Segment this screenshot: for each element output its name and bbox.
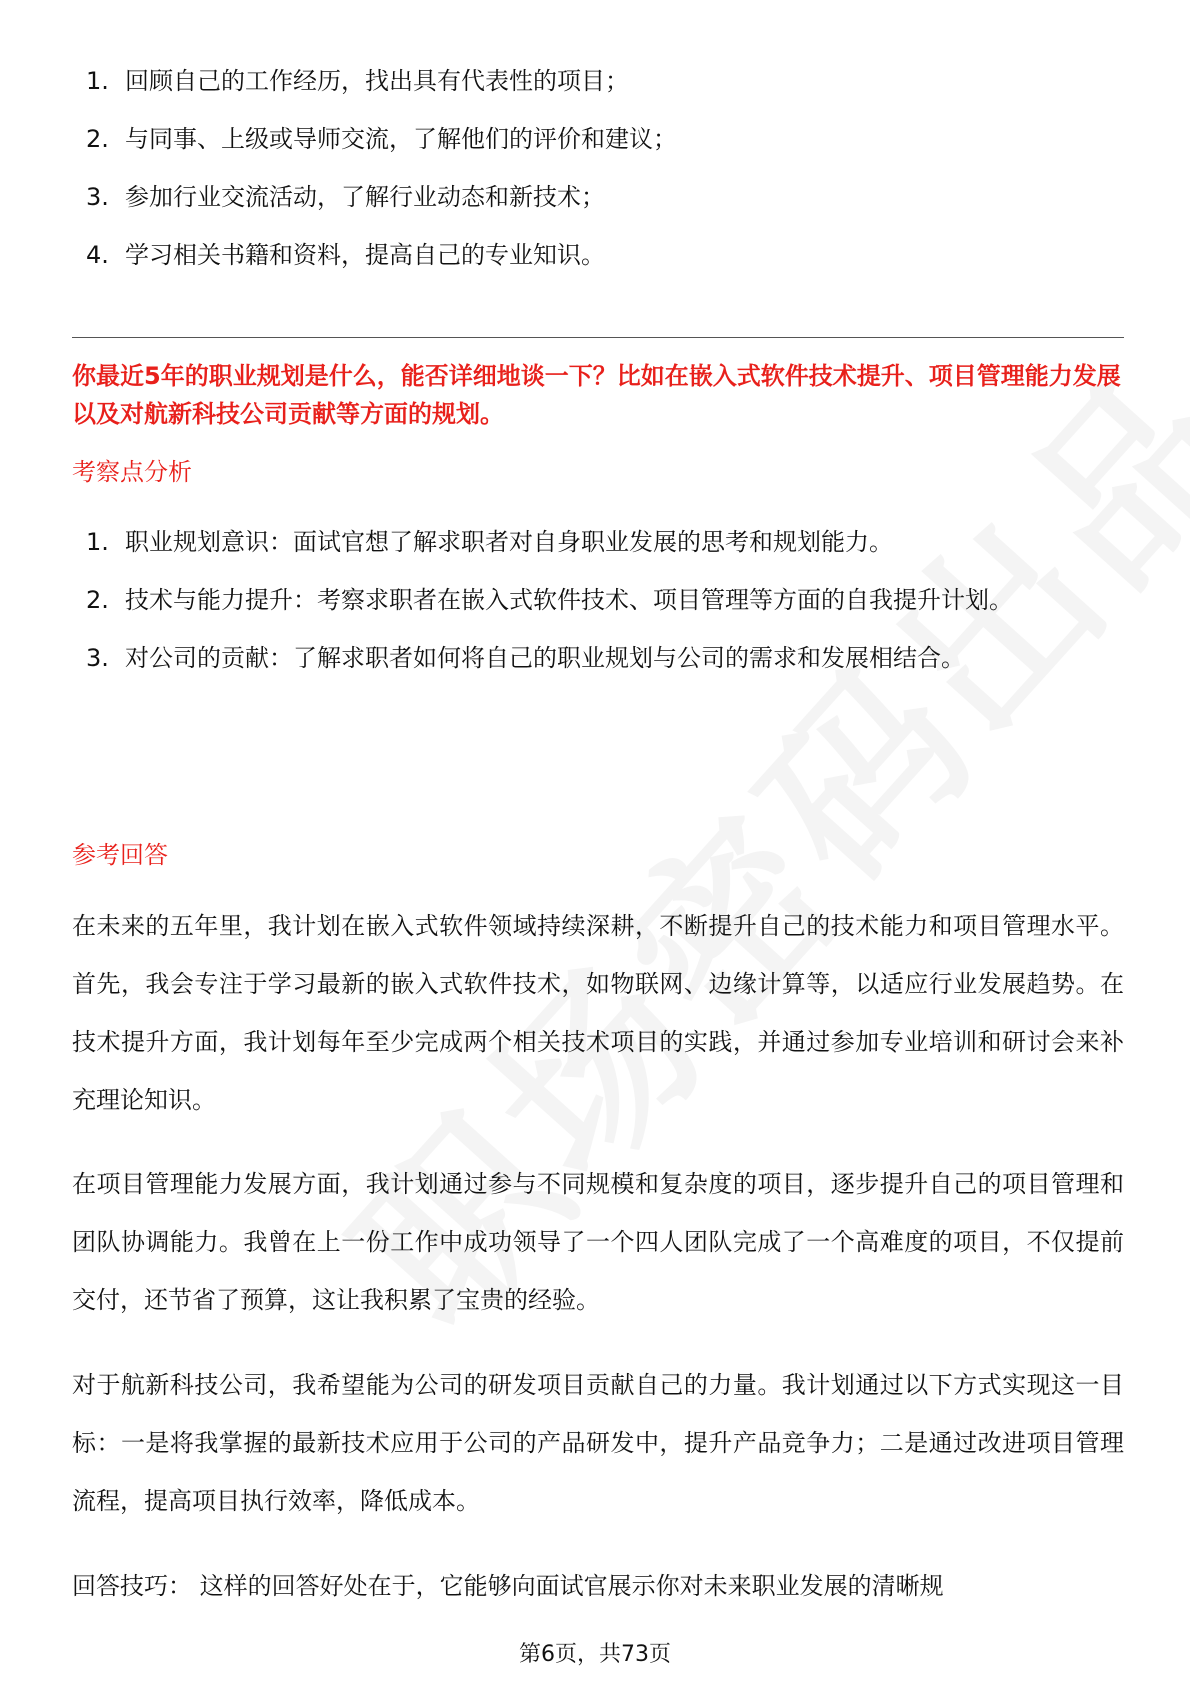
list-number: 4. <box>86 241 109 269</box>
list-item <box>72 513 1122 571</box>
answer-paragraph: 在未来的五年里，我计划在嵌入式软件领域持续深耕，不断提升自己的技术能力和项目管理水平。首先，我会专注于学习最新的嵌入式软件技术，如物联网、边缘计算等，以适应行业发展趋势。在技术提升方面，我计划每年至少完成两个相关技术项目的实践，并通过参加专业培训和研讨会来补充理论知识。 <box>72 912 1124 1114</box>
list-number: 3. <box>86 183 109 211</box>
list-number: 3. <box>86 644 109 672</box>
answer-title: 参考回答 <box>72 841 168 869</box>
list-item-text: 技术与能力提升：考察求职者在嵌入式软件技术、项目管理等方面的自我提升计划。 <box>125 586 1013 614</box>
list-item-text: 与同事、上级或导师交流，了解他们的评价和建议； <box>125 125 677 153</box>
list-item <box>72 629 1122 687</box>
analysis-list <box>72 513 1122 687</box>
list-item <box>72 168 1122 226</box>
list-item-text: 参加行业交流活动，了解行业动态和新技术； <box>125 183 605 211</box>
answer-tip-paragraph: 回答技巧： 这样的回答好处在于，它能够向面试官展示你对未来职业发展的清晰规 <box>72 1572 944 1600</box>
list-item <box>72 571 1122 629</box>
list-number: 2. <box>86 586 109 614</box>
list-number: 2. <box>86 125 109 153</box>
list-item-text: 回顾自己的工作经历，找出具有代表性的项目； <box>125 67 629 95</box>
page-footer: 第6页，共73页 <box>519 1642 671 1667</box>
list-item <box>72 52 1122 110</box>
answer-paragraph: 在项目管理能力发展方面，我计划通过参与不同规模和复杂度的项目，逐步提升自己的项目管理和团队协调能力。我曾在上一份工作中成功领导了一个四人团队完成了一个高难度的项目，不仅提前交付，还节省了预算，这让我积累了宝贵的经验。 <box>72 1170 1124 1314</box>
section-divider <box>72 337 1124 338</box>
list-item-text: 职业规划意识：面试官想了解求职者对自身职业发展的思考和规划能力。 <box>125 528 893 556</box>
analysis-title: 考察点分析 <box>72 458 192 486</box>
answer-paragraph: 对于航新科技公司，我希望能为公司的研发项目贡献自己的力量。我计划通过以下方式实现这一目标：一是将我掌握的最新技术应用于公司的产品研发中，提升产品竞争力；二是通过改进项目管理流程，提高项目执行效率，降低成本。 <box>72 1371 1124 1515</box>
list-item-text: 对公司的贡献：了解求职者如何将自己的职业规划与公司的需求和发展相结合。 <box>125 644 965 672</box>
list-number: 1. <box>86 67 109 95</box>
list-item <box>72 226 1122 284</box>
list-item-text: 学习相关书籍和资料，提高自己的专业知识。 <box>125 241 605 269</box>
intro-list <box>72 52 1122 284</box>
question-heading: 你最近5年的职业规划是什么，能否详细地谈一下？比如在嵌入式软件技术提升、项目管理能力发展以及对航新科技公司贡献等方面的规划。 <box>72 362 1121 428</box>
list-item <box>72 110 1122 168</box>
list-number: 1. <box>86 528 109 556</box>
